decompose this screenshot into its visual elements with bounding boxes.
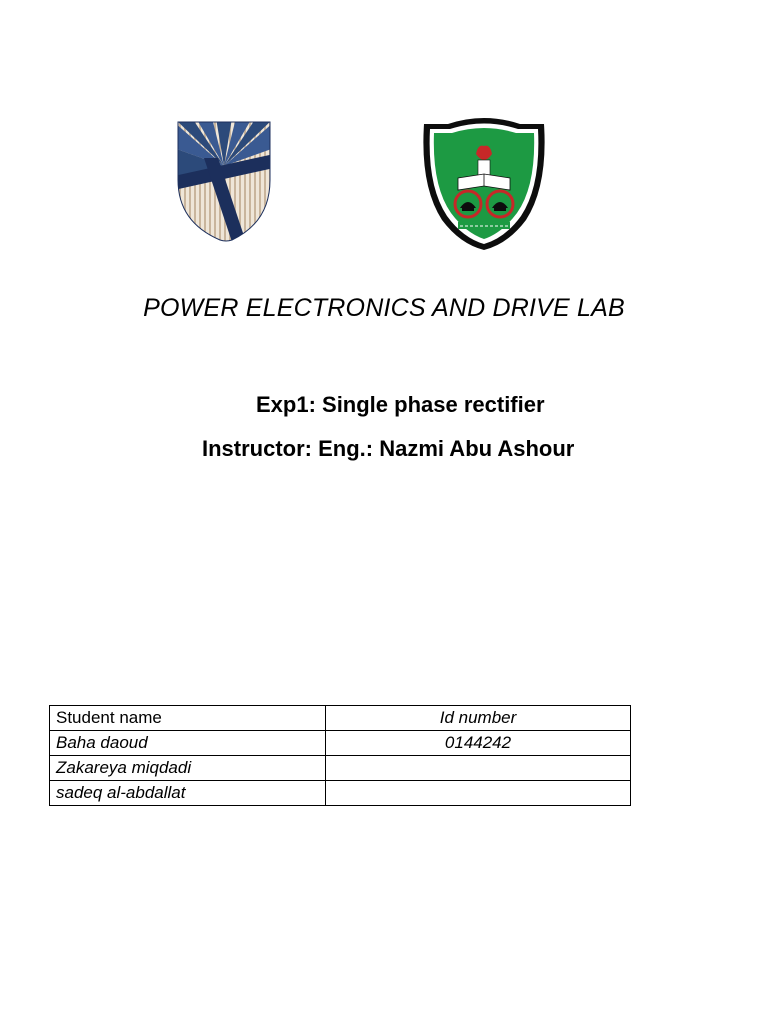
header-id-number: Id number	[326, 706, 631, 731]
student-id-cell: 0144242	[326, 731, 631, 756]
student-name-cell: sadeq al-abdallat	[50, 781, 326, 806]
students-table	[49, 705, 631, 806]
instructor-line: Instructor: Eng.: Nazmi Abu Ashour	[202, 436, 575, 461]
university-of-jordan-emblem	[418, 116, 550, 252]
table-row	[50, 731, 631, 756]
table-row	[50, 781, 631, 806]
university-shield-logo	[174, 118, 274, 242]
student-name-cell: Zakareya miqdadi	[50, 756, 326, 781]
experiment-title: Exp1: Single phase rectifier	[256, 392, 545, 417]
table-header-row	[50, 706, 631, 731]
page-title: POWER ELECTRONICS AND DRIVE LAB	[143, 294, 625, 322]
student-id-cell	[326, 781, 631, 806]
table-row	[50, 756, 631, 781]
header-student-name: Student name	[50, 706, 326, 731]
student-name-cell: Baha daoud	[50, 731, 326, 756]
student-id-cell	[326, 756, 631, 781]
